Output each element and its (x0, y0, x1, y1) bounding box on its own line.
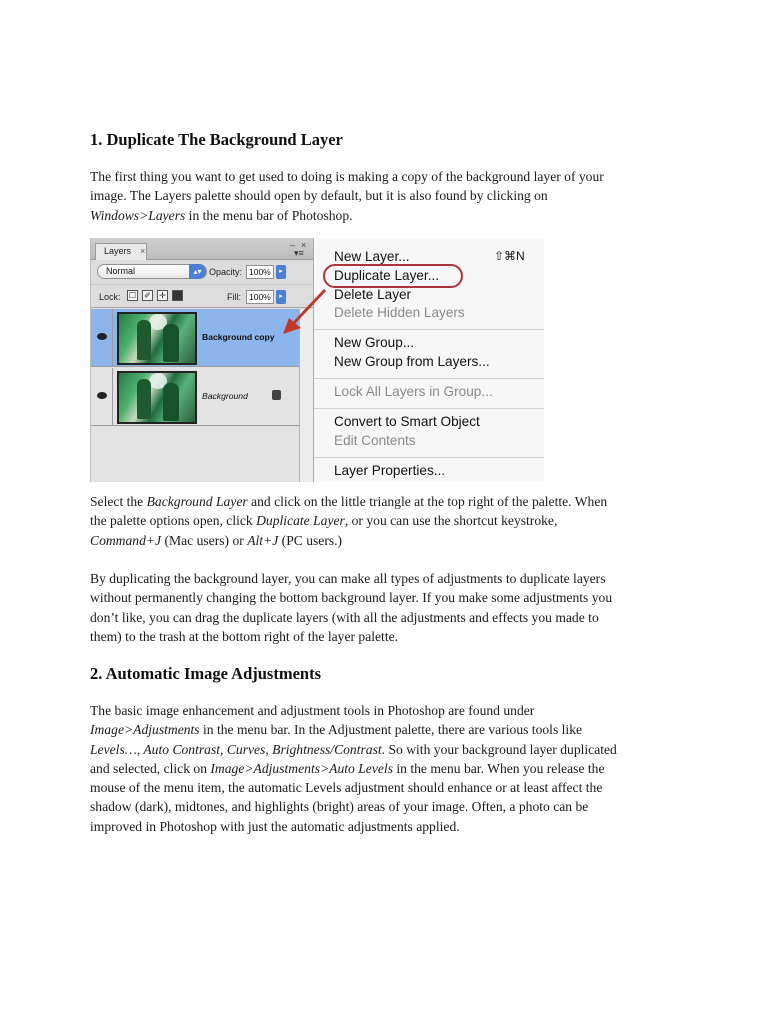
text-line: the palette options open, click Duplicate Layer, or you can use the shortcut keystroke, (90, 513, 558, 529)
tab-close-icon[interactable]: × (140, 246, 146, 256)
text-line: Image>Adjustments in the menu bar. In the Adjustment palette, there are various tools like (90, 722, 583, 738)
text-line: improved in Photoshop with just the automatic adjustments applied. (90, 818, 460, 834)
menu-separator (314, 457, 544, 458)
opacity-slider-arrow-icon[interactable]: ▸ (276, 265, 286, 279)
menu-item-new-layer[interactable]: New Layer... (334, 249, 410, 264)
menu-item-edit-contents: Edit Contents (334, 433, 416, 448)
shortcut-pc: Alt+J (247, 532, 279, 548)
text-line: them) to the trash at the bottom right of the layer palette. (90, 628, 399, 644)
tab-layers[interactable] (95, 243, 147, 260)
layers-panel (91, 238, 313, 482)
layer-row-background-copy[interactable] (91, 309, 299, 367)
layers-list (91, 309, 299, 482)
menu-item-lock-all-layers: Lock All Layers in Group... (334, 384, 493, 399)
layer-name: Background copy (202, 332, 275, 342)
menu-path: Image>Adjustments (90, 722, 200, 738)
menu-separator (314, 408, 544, 409)
menu-separator (314, 378, 544, 379)
text-line: without permanently changing the bottom background layer. If you make some adjustments you (90, 590, 613, 606)
layer-name: Background (202, 391, 248, 401)
tab-label: Layers (104, 246, 132, 256)
menu-shortcut: ⇧⌘N (494, 249, 525, 263)
lock-all-icon[interactable] (172, 290, 183, 301)
panel-menu-icon[interactable]: ▾≡ (294, 248, 304, 258)
minimize-icon[interactable]: – (290, 240, 296, 250)
eye-icon (97, 392, 107, 399)
visibility-toggle[interactable] (91, 309, 113, 367)
text-line: and selected, click on Image>Adjustments>Auto Levels in the menu bar. When you release the (90, 760, 605, 776)
opacity-label: Opacity: (209, 267, 243, 277)
text-line: mouse of the menu item, the automatic Levels adjustment should enhance or at least affect the (90, 780, 603, 796)
fill-slider-arrow-icon[interactable]: ▸ (276, 290, 286, 304)
layer-thumbnail (117, 312, 197, 365)
photoshop-screenshot (90, 238, 544, 482)
layer-thumbnail (117, 371, 197, 424)
menu-item-layer-properties[interactable]: Layer Properties... (334, 463, 446, 478)
menu-item-delete-layer[interactable]: Delete Layer (334, 287, 412, 302)
section-2-heading: 2. Automatic Image Adjustments (90, 664, 321, 683)
lock-image-icon[interactable]: ✐ (142, 290, 153, 301)
section-1-paragraph-2 (90, 492, 682, 550)
lock-label: Lock: (99, 292, 121, 302)
padlock-icon (272, 390, 281, 400)
visibility-toggle[interactable] (91, 368, 113, 426)
layer-row-background[interactable] (91, 368, 299, 426)
text-fragment: in the menu bar of Photoshop. (185, 207, 353, 223)
section-1-paragraph-3 (90, 569, 682, 646)
text-line: By duplicating the background layer, you can make all types of adjustments to duplicate layers (90, 571, 606, 586)
text-line: image. The Layers palette should open by default, but it is also found by clicking on (90, 188, 548, 204)
fill-label: Fill: (227, 292, 241, 302)
emphasis: Background Layer (146, 494, 248, 509)
lock-position-icon[interactable]: ✛ (157, 290, 168, 301)
eye-icon (97, 333, 107, 340)
red-arrow-annotation (281, 286, 331, 338)
blend-mode-value: Normal (106, 266, 136, 276)
menu-item-convert-to-smart-object[interactable]: Convert to Smart Object (334, 414, 480, 429)
close-icon[interactable]: × (301, 240, 307, 250)
menu-path: Image>Adjustments>Auto Levels (210, 760, 393, 776)
menu-path: Windows>Layers (90, 207, 186, 223)
menu-item-duplicate-layer[interactable]: Duplicate Layer... (334, 268, 440, 283)
menu-item-new-group-from-layers[interactable]: New Group from Layers... (334, 354, 490, 369)
text-line: The first thing you want to get used to doing is making a copy of the background layer of your (90, 169, 604, 184)
highlight-oval-annotation (323, 264, 463, 288)
opacity-input[interactable]: 100% (246, 265, 274, 279)
panel-tab-bar (91, 238, 313, 260)
text-line: Select the Background Layer and click on the little triangle at the top right of the palette. When (90, 494, 608, 509)
menu-separator (314, 329, 544, 330)
text-line: The basic image enhancement and adjustment tools in Photoshop are found under (90, 703, 535, 718)
section-1-paragraph-1 (90, 167, 682, 225)
text-line: Command+J (Mac users) or Alt+J (PC users.) (90, 532, 343, 548)
lock-transparent-icon[interactable]: ☐ (128, 291, 137, 300)
emphasis: Duplicate Layer (256, 513, 345, 529)
section-1-heading: 1. Duplicate The Background Layer (90, 130, 343, 149)
blend-mode-arrow-icon[interactable]: ▴▾ (189, 264, 206, 279)
menu-item-new-group[interactable]: New Group... (334, 335, 415, 350)
text-line: shadow (dark), midtones, and highlights (bright) areas of your image. Often, a photo can be (90, 799, 589, 815)
text-line: Levels…, Auto Contrast, Curves, Brightness/Contrast. So with your background layer duplicated (90, 741, 617, 757)
tool-names: Levels…, Auto Contrast, Curves, Brightness/Contrast (90, 741, 382, 757)
shortcut-mac: Command+J (90, 532, 162, 548)
fill-input[interactable]: 100% (246, 290, 274, 304)
menu-item-delete-hidden-layers: Delete Hidden Layers (334, 305, 465, 320)
text-line: don’t like, you can drag the duplicate layers (with all the adjustments and effects you made to (90, 609, 599, 625)
text-line (90, 206, 682, 225)
section-2-paragraph-1 (90, 701, 682, 836)
